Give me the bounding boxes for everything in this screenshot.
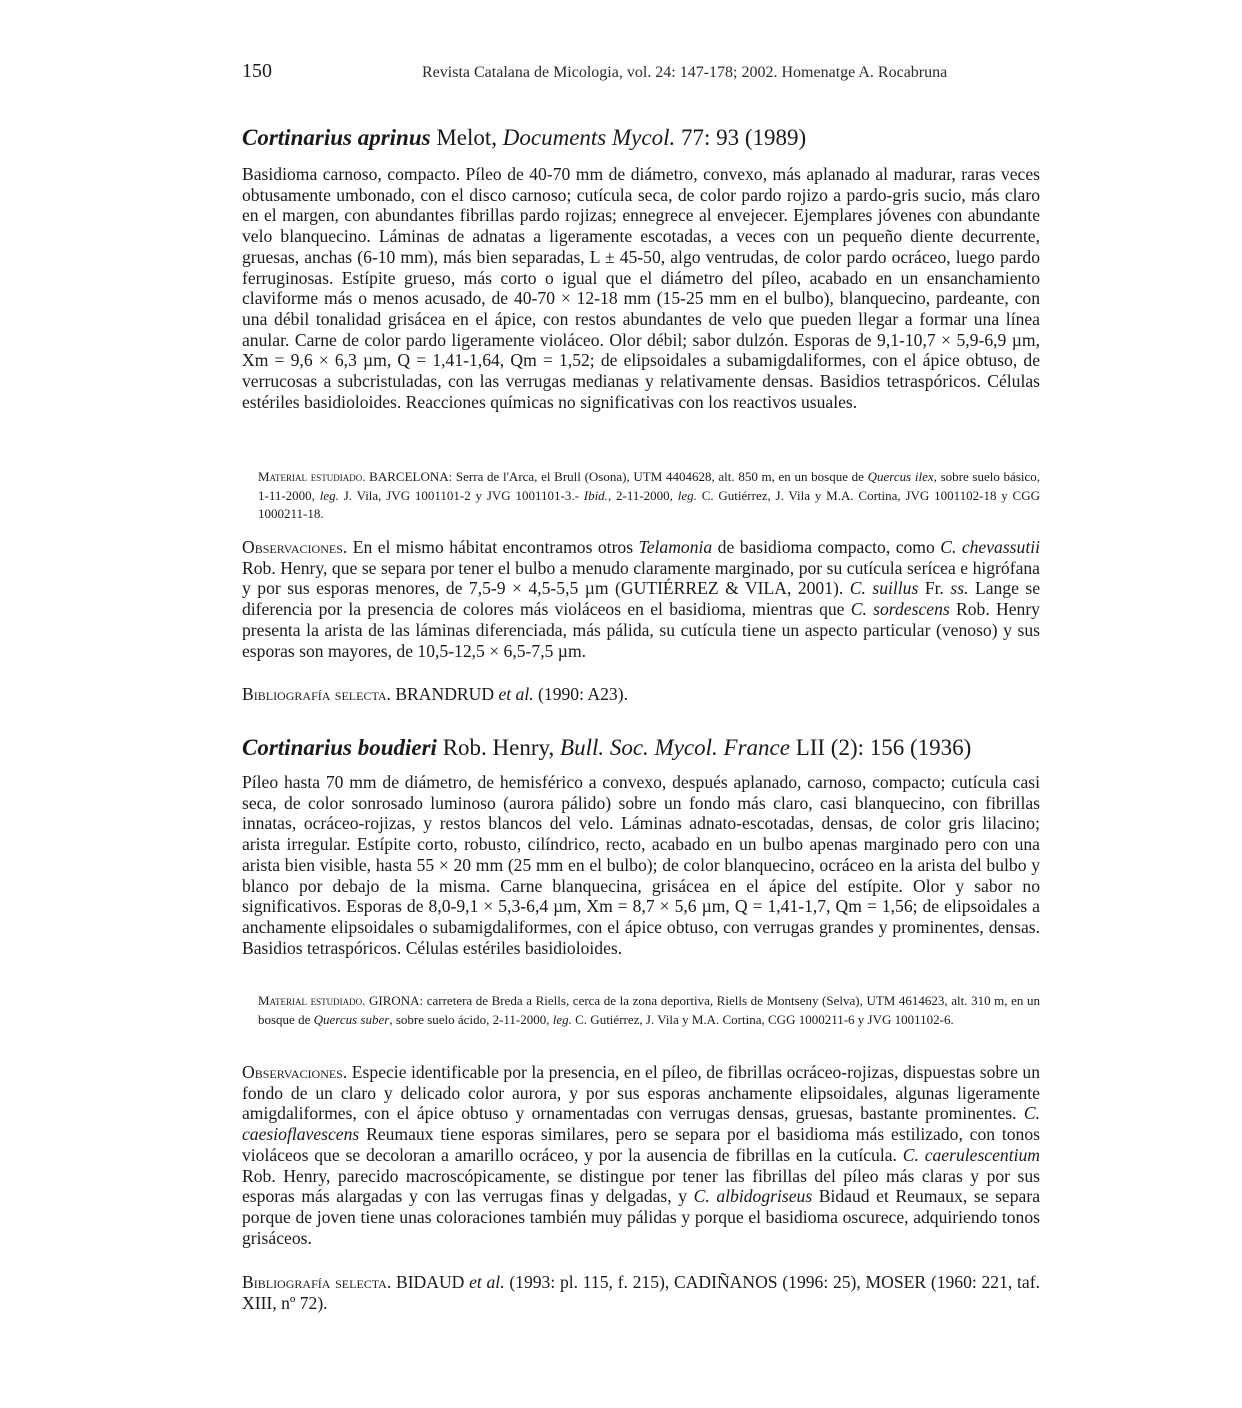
page-header xyxy=(242,60,1040,86)
running-title: Revista Catalana de Micologia, vol. 24: 147-178; 2002. Homenatge A. Rocabruna xyxy=(422,64,948,81)
species-citation: LII (2): 156 (1936) xyxy=(795,735,972,760)
species-description: Píleo hasta 70 mm de diámetro, de hemisférico a convexo, después aplanado, carnoso, compacto; cutícula casi seca, de color sonrosado luminoso (aurora pálido) sobre un fondo más claro, casi blanquecino, con fibrillas innatas, ocráceo-rojizas, y restos blancos del velo. Láminas adnato-escotadas, densas, de color gris lilacino; arista irregular. Estípite corto, robusto, cilíndrico, recto, acabado en un bulbo apenas marginado pero con una arista bien visible, hasta 55 × 20 mm (25 mm en el bulbo); de color blanquecino, ocráceo en la arista del bulbo y blanco por debajo de la misma. Carne blanquecina, grisácea en el ápice del estípite. Olor y sabor no significativos. Esporas de 8,0-9,1 × 5,3-6,4 µm, Xm = 8,7 × 5,6 µm, Q = 1,41-1,7, Qm = 1,56; de elipsoidales a anchamente elipsoidales o subamigdaliformes, con el ápice obtuso, con verrugas grandes y prominentes, densas. Basidios tetraspóricos. Células estériles basidioloides. xyxy=(242,772,1040,958)
observations: Observaciones. Especie identificable por la presencia, en el píleo, de fibrillas ocráceo-rojizas, dispuestas sobre un fondo de un claro y delicado color aurora, y por sus esporas anchamente elipsoidales, algunas ligeramente amigdaliformes, con el ápice obtuso y ornamentadas con verrugas densas, gruesas, bastante prominentes. C. caesioflavescens Reumaux tiene esporas similares, pero se separa por el basidioma más estilizado, con tonos violáceos que se decoloran a amarillo ocráceo, y por la ausencia de fibrillas en la cutícula. C. caerulescentium Rob. Henry, parecido macroscópicamente, se distingue por tener las fibrillas del píleo más claras y por sus esporas más alargadas y con las verrugas finas y delgadas, y C. albidogriseus Bidaud et Reumaux, se separa porque de joven tiene unas coloraciones también muy pálidas y porque el basidioma oscurece, adquiriendo tonos grisáceos. xyxy=(242,1062,1041,1248)
species-journal: Documents Mycol. xyxy=(502,125,676,150)
observations: Observaciones. En el mismo hábitat encontramos otros Telamonia de basidioma compacto, como C. chevassutii Rob. Henry, que se separa por tener el bulbo a menudo claramente marginado, por su cutícula serícea e higrófana y por sus esporas menores, de 7,5-9 × 4,5-5,5 µm (GUTIÉRREZ & VILA, 2001). C. suillus Fr. ss. Lange se diferencia por la presencia de colores más violáceos en el basidioma, mientras que C. sordescens Rob. Henry presenta la arista de las láminas diferenciada, más pálida, su cutícula tiene un aspecto particular (venoso) y sus esporas son mayores, de 10,5-12,5 × 6,5-7,5 µm. xyxy=(242,537,1041,661)
species-journal: Bull. Soc. Mycol. France xyxy=(560,735,790,760)
material-label: Material estudiado. xyxy=(258,469,366,484)
bibliography-label: Bibliografía selecta. xyxy=(242,1272,392,1292)
bibliography: Bibliografía selecta. BRANDRUD et al. (1990: A23). xyxy=(242,684,628,704)
material-label: Material estudiado. xyxy=(258,993,366,1008)
species-name: Cortinarius aprinus xyxy=(242,125,431,150)
article-page xyxy=(242,60,1041,1313)
species-description: Basidioma carnoso, compacto. Píleo de 40-70 mm de diámetro, convexo, más aplanado al madurar, raras veces obtusamente umbonado, con el disco carnoso; cutícula seca, de color pardo rojizo a pardo-gris sucio, más claro en el margen, con abundantes fibrillas pardo rojizas; ennegrece al envejecer. Ejemplares jóvenes con abundante velo blanquecino. Láminas de adnatas a ligeramente escotadas, a veces con un pequeño diente decurrente, gruesas, anchas (6-10 mm), más bien separadas, L ± 45-50, algo ventrudas, de color pardo ocráceo, luego pardo ferruginosas. Estípite grueso, más corto o igual que el diámetro del píleo, acabado en un ensanchamiento claviforme más o menos acusado, de 40-70 × 12-18 mm (15-25 mm en el bulbo), blanquecino, pardeante, con una débil tonalidad grisácea en el ápice, con restos abundantes de velo que pueden llegar a formar una línea anular. Carne de color pardo ligeramente violáceo. Olor débil; sabor dulzón. Esporas de 9,1-10,7 × 5,9-6,9 µm, Xm = 9,6 × 6,3 µm, Q = 1,41-1,64, Qm = 1,52; de elipsoidales a subamigdaliformes, con el ápice obtuso, de verrucosas a subcristuladas, con las verrugas medianas y relativamente densas. Basidios tetraspóricos. Células estériles basidioloides. Reacciones químicas no significativas con los reactivos usuales. xyxy=(242,164,1040,412)
species-author: Rob. Henry, xyxy=(442,735,555,760)
species-citation: 77: 93 (1989) xyxy=(680,125,807,150)
bibliography: Bibliografía selecta. BIDAUD et al. (1993: pl. 115, f. 215), CADIÑANOS (1996: 25), MOSER (1960: 221, taf. XIII, nº 72). xyxy=(242,1272,1040,1313)
species-heading-aprinus xyxy=(242,124,1040,152)
species-author: Melot, xyxy=(436,125,498,150)
material-studied: Material estudiado. GIRONA: carretera de Breda a Riells, cerca de la zona deportiva, Riells de Montseny (Selva), UTM 4614623, alt. 310 m, en un bosque de Quercus suber, sobre suelo ácido, 2-11-2000, leg. C. Gutiérrez, J. Vila y M.A. Cortina, CGG 1000211-6 y JVG 1001102-6. xyxy=(258,993,1040,1027)
species-heading-boudieri xyxy=(242,734,1040,762)
material-studied: Material estudiado. BARCELONA: Serra de l'Arca, el Brull (Osona), UTM 4404628, alt. 850 m, en un bosque de Quercus ilex, sobre suelo básico, 1-11-2000, leg. J. Vila, JVG 1001101-2 y JVG 1001101-3.- Ibid., 2-11-2000, leg. C. Gutiérrez, J. Vila y M.A. Cortina, JVG 1001102-18 y CGG 1000211-18. xyxy=(258,469,1041,521)
page-number: 150 xyxy=(242,60,272,82)
species-name: Cortinarius boudieri xyxy=(242,735,437,760)
bibliography-label: Bibliografía selecta. xyxy=(242,684,391,704)
observations-label: Observaciones. xyxy=(242,537,348,557)
observations-label: Observaciones. xyxy=(242,1062,348,1082)
